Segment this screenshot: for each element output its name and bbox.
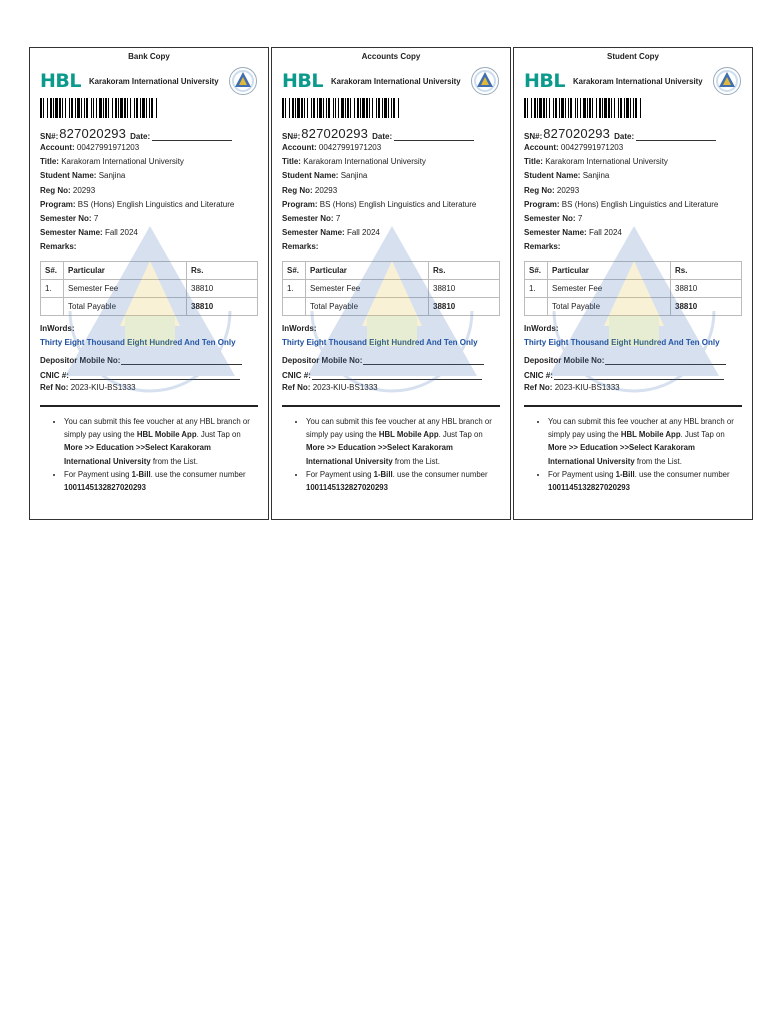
barcode-bar — [105, 98, 107, 118]
barcode-bar — [614, 98, 615, 118]
barcode-bar — [317, 98, 318, 118]
barcode-bar — [366, 98, 368, 118]
barcode-bar — [376, 98, 377, 118]
barcode-bar — [531, 98, 532, 118]
serial-number: 827020293 — [543, 126, 611, 141]
barcode-bar — [120, 98, 123, 118]
barcode-bar — [555, 98, 557, 118]
barcode-bar — [47, 98, 48, 118]
ref-no-field: Ref No: 2023-KIU-BS1333 — [282, 382, 378, 392]
table-row: 1. Semester Fee 38810 — [41, 279, 258, 297]
date-line — [636, 131, 716, 141]
depositor-mobile-field: Depositor Mobile No: — [40, 356, 258, 365]
barcode-bar — [618, 98, 619, 118]
barcode-bar — [40, 98, 42, 118]
barcode-bar — [347, 98, 349, 118]
barcode-bar — [378, 98, 380, 118]
barcode-bar — [620, 98, 622, 118]
barcode-bar — [589, 98, 591, 118]
barcode-bar — [633, 98, 634, 118]
barcode-bar — [297, 98, 300, 118]
date-line — [152, 131, 232, 141]
sn-label: SN#: — [282, 132, 301, 141]
barcode-bar — [124, 98, 126, 118]
barcode-bar — [96, 98, 97, 118]
barcode-bar — [335, 98, 336, 118]
barcode-bar — [527, 98, 528, 118]
list-item: • You can submit this fee voucher at any HBL branch or simply pay using the HBL Mobile App. Just Tap on More >> Education >>Select Karakoram International University from the List. — [64, 415, 258, 468]
reg-no-field: Reg No: 20293 — [40, 185, 96, 195]
date-label: Date: — [372, 132, 393, 141]
total-row: Total Payable 38810 — [525, 297, 742, 315]
barcode-bar — [282, 98, 284, 118]
ref-no-field: Ref No: 2023-KIU-BS1333 — [524, 382, 620, 392]
barcode-bar — [43, 98, 44, 118]
title-field: Title: Karakoram International University — [40, 157, 184, 167]
barcode-bar — [77, 98, 80, 118]
col-amount: Rs. — [187, 261, 258, 279]
barcode-bar — [289, 98, 290, 118]
barcode-bar — [341, 98, 344, 118]
list-item: • For Payment using 1-Bill. use the consumer number 1001145132827020293 — [64, 468, 258, 495]
date-line — [394, 131, 474, 141]
reg-no-field: Reg No: 20293 — [524, 185, 580, 195]
divider — [282, 405, 500, 407]
barcode-bar — [592, 98, 593, 118]
inwords-label: InWords: — [282, 323, 317, 333]
barcode-bar — [84, 98, 85, 118]
hbl-logo: HBL — [282, 69, 323, 92]
fee-table — [40, 261, 258, 316]
remarks-field: Remarks: — [524, 242, 561, 252]
barcode-bar — [326, 98, 327, 118]
barcode-bar — [142, 98, 145, 118]
barcode-bar — [553, 98, 554, 118]
barcode-bar — [53, 98, 54, 118]
barcode-bar — [602, 98, 603, 118]
barcode-bar — [382, 98, 383, 118]
copy-title: Accounts Copy — [361, 52, 421, 61]
student-name-field: Student Name: Sanjina — [282, 171, 368, 181]
university-seal-icon — [712, 66, 742, 96]
barcode — [40, 98, 158, 118]
barcode-bar — [393, 98, 395, 118]
header-row — [282, 66, 500, 96]
barcode-bar — [635, 98, 637, 118]
col-sno: S#. — [41, 261, 64, 279]
sn-row — [524, 125, 742, 141]
barcode-bar — [149, 98, 150, 118]
barcode-bar — [546, 98, 547, 118]
depositor-mobile-field: Depositor Mobile No: — [282, 356, 500, 365]
amount-in-words: Thirty Eight Thousand Eight Hundred And Ten Only — [524, 337, 720, 347]
barcode-bar — [69, 98, 70, 118]
university-name: Karakoram International University — [573, 76, 703, 86]
col-particular: Particular — [64, 261, 187, 279]
semester-no-field: Semester No: 7 — [524, 214, 583, 224]
list-item: • For Payment using 1-Bill. use the consumer number 1001145132827020293 — [548, 468, 742, 495]
barcode-bar — [115, 98, 117, 118]
voucher-sheet — [29, 47, 762, 522]
barcode-bar — [580, 98, 581, 118]
barcode-bar — [304, 98, 305, 118]
table-header-row — [283, 261, 500, 279]
barcode-bar — [333, 98, 334, 118]
barcode-bar — [140, 98, 141, 118]
voucher-copy — [513, 47, 753, 520]
account-field: Account: 00427991971203 — [524, 143, 624, 152]
cnic-field: CNIC #: — [40, 371, 258, 380]
barcode-bar — [561, 98, 564, 118]
hbl-logo: HBL — [40, 69, 81, 92]
barcode-bar — [295, 98, 296, 118]
university-seal-icon — [228, 66, 258, 96]
barcode-bar — [372, 98, 373, 118]
inwords-label: InWords: — [40, 323, 75, 333]
barcode-bar — [360, 98, 361, 118]
sn-row — [40, 125, 258, 141]
barcode-bar — [91, 98, 92, 118]
barcode-bar — [577, 98, 578, 118]
barcode-bar — [391, 98, 392, 118]
barcode-bar — [86, 98, 88, 118]
table-header-row — [525, 261, 742, 279]
barcode-bar — [549, 98, 550, 118]
amount-in-words: Thirty Eight Thousand Eight Hundred And Ten Only — [40, 337, 236, 347]
fee-table — [524, 261, 742, 316]
instructions-list — [282, 415, 500, 495]
barcode-bar — [338, 98, 339, 118]
total-row: Total Payable 38810 — [41, 297, 258, 315]
cnic-field: CNIC #: — [282, 371, 500, 380]
title-field: Title: Karakoram International University — [524, 157, 668, 167]
barcode-bar — [59, 98, 61, 118]
barcode-bar — [328, 98, 330, 118]
barcode-bar — [307, 98, 308, 118]
student-name-field: Student Name: Sanjina — [40, 171, 126, 181]
barcode-bar — [108, 98, 109, 118]
barcode-bar — [524, 98, 526, 118]
list-item: • You can submit this fee voucher at any HBL branch or simply pay using the HBL Mobile App. Just Tap on More >> Education >>Select Karakoram International University from the List. — [548, 415, 742, 468]
barcode-bar — [570, 98, 572, 118]
barcode-bar — [357, 98, 359, 118]
semester-name-field: Semester Name: Fall 2024 — [524, 228, 622, 238]
barcode-bar — [596, 98, 597, 118]
barcode-bar — [583, 98, 586, 118]
total-row: Total Payable 38810 — [283, 297, 500, 315]
program-field: Program: BS (Hons) English Linguistics and Literature — [40, 199, 235, 209]
barcode-bar — [537, 98, 538, 118]
voucher-copy — [29, 47, 269, 520]
amount-in-words: Thirty Eight Thousand Eight Hundred And Ten Only — [282, 337, 478, 347]
list-item: • For Payment using 1-Bill. use the consumer number 1001145132827020293 — [306, 468, 500, 495]
barcode-bar — [543, 98, 545, 118]
barcode-bar — [81, 98, 82, 118]
student-name-field: Student Name: Sanjina — [524, 171, 610, 181]
barcode-bar — [624, 98, 625, 118]
serial-number: 827020293 — [301, 126, 369, 141]
barcode-bar — [93, 98, 94, 118]
title-field: Title: Karakoram International University — [282, 157, 426, 167]
account-field: Account: 00427991971203 — [40, 143, 140, 152]
barcode-bar — [640, 98, 641, 118]
barcode-bar — [599, 98, 601, 118]
barcode-bar — [323, 98, 324, 118]
fee-table — [282, 261, 500, 316]
barcode-bar — [292, 98, 294, 118]
barcode-bar — [156, 98, 157, 118]
barcode-bar — [75, 98, 76, 118]
barcode-bar — [630, 98, 631, 118]
col-amount: Rs. — [671, 261, 742, 279]
barcode-bar — [136, 98, 138, 118]
instructions-list — [524, 415, 742, 495]
table-row: 1. Semester Fee 38810 — [283, 279, 500, 297]
program-field: Program: BS (Hons) English Linguistics and Literature — [524, 199, 719, 209]
university-seal-icon — [470, 66, 500, 96]
barcode-bar — [350, 98, 351, 118]
header-row — [40, 66, 258, 96]
barcode-bar — [112, 98, 113, 118]
voucher-copy — [271, 47, 511, 520]
barcode-bar — [311, 98, 312, 118]
semester-no-field: Semester No: 7 — [40, 214, 99, 224]
col-amount: Rs. — [429, 261, 500, 279]
inwords-label: InWords: — [524, 323, 559, 333]
barcode — [524, 98, 642, 118]
header-row — [524, 66, 742, 96]
divider — [524, 405, 742, 407]
hbl-logo: HBL — [524, 69, 565, 92]
barcode-bar — [62, 98, 63, 118]
barcode-bar — [369, 98, 370, 118]
barcode-bar — [99, 98, 102, 118]
barcode-bar — [313, 98, 315, 118]
col-particular: Particular — [548, 261, 671, 279]
university-name: Karakoram International University — [89, 76, 219, 86]
barcode-bar — [127, 98, 128, 118]
barcode-bar — [345, 98, 346, 118]
barcode-bar — [568, 98, 569, 118]
divider — [40, 405, 258, 407]
sn-label: SN#: — [40, 132, 59, 141]
barcode-bar — [146, 98, 147, 118]
barcode-bar — [130, 98, 131, 118]
date-label: Date: — [130, 132, 151, 141]
col-particular: Particular — [306, 261, 429, 279]
table-header-row — [41, 261, 258, 279]
barcode-bar — [575, 98, 576, 118]
barcode-bar — [118, 98, 119, 118]
sn-row — [282, 125, 500, 141]
barcode-bar — [50, 98, 52, 118]
copy-title: Bank Copy — [128, 52, 170, 61]
barcode-bar — [151, 98, 153, 118]
barcode-bar — [565, 98, 566, 118]
barcode-bar — [611, 98, 612, 118]
barcode-bar — [134, 98, 135, 118]
barcode-bar — [354, 98, 355, 118]
program-field: Program: BS (Hons) English Linguistics and Literature — [282, 199, 477, 209]
copy-title: Student Copy — [607, 52, 659, 61]
semester-name-field: Semester Name: Fall 2024 — [40, 228, 138, 238]
list-item: • You can submit this fee voucher at any HBL branch or simply pay using the HBL Mobile App. Just Tap on More >> Education >>Select Karakoram International University from the List. — [306, 415, 500, 468]
barcode-bar — [587, 98, 588, 118]
barcode-bar — [301, 98, 303, 118]
university-name: Karakoram International University — [331, 76, 461, 86]
semester-name-field: Semester Name: Fall 2024 — [282, 228, 380, 238]
barcode-bar — [626, 98, 629, 118]
semester-no-field: Semester No: 7 — [282, 214, 341, 224]
barcode-bar — [608, 98, 610, 118]
barcode-bar — [55, 98, 58, 118]
serial-number: 827020293 — [59, 126, 127, 141]
barcode-bar — [65, 98, 66, 118]
col-sno: S#. — [283, 261, 306, 279]
depositor-mobile-field: Depositor Mobile No: — [524, 356, 742, 365]
barcode-bar — [319, 98, 322, 118]
col-sno: S#. — [525, 261, 548, 279]
barcode-bar — [384, 98, 387, 118]
ref-no-field: Ref No: 2023-KIU-BS1333 — [40, 382, 136, 392]
instructions-list — [40, 415, 258, 495]
sn-label: SN#: — [524, 132, 543, 141]
barcode-bar — [71, 98, 73, 118]
date-label: Date: — [614, 132, 635, 141]
barcode-bar — [285, 98, 286, 118]
barcode-bar — [534, 98, 536, 118]
account-field: Account: 00427991971203 — [282, 143, 382, 152]
barcode-bar — [539, 98, 542, 118]
barcode-bar — [398, 98, 399, 118]
barcode-bar — [362, 98, 365, 118]
cnic-field: CNIC #: — [524, 371, 742, 380]
barcode — [282, 98, 400, 118]
remarks-field: Remarks: — [40, 242, 77, 252]
remarks-field: Remarks: — [282, 242, 319, 252]
barcode-bar — [559, 98, 560, 118]
barcode-bar — [388, 98, 389, 118]
reg-no-field: Reg No: 20293 — [282, 185, 338, 195]
barcode-bar — [604, 98, 607, 118]
barcode-bar — [103, 98, 104, 118]
table-row: 1. Semester Fee 38810 — [525, 279, 742, 297]
